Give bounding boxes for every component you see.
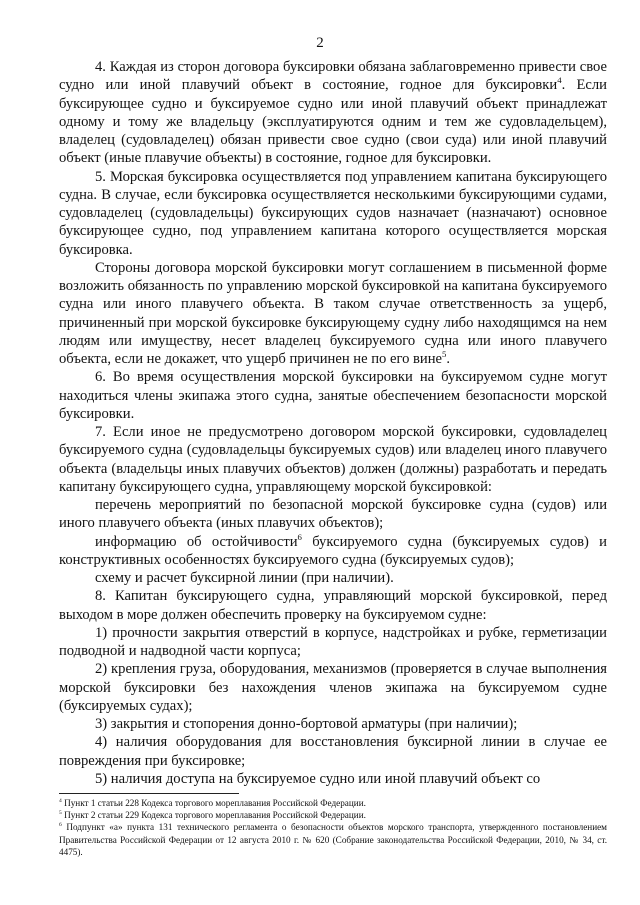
footnote-ref-5: 5: [442, 349, 447, 360]
paragraph-7: 7. Если иное не предусмотрено договором морской буксировки, судовладелец буксируемого судна (судовладельцы буксируемых судов) или владелец иного плавучего объекта (владельцы иных плавучих объектов) должен (должны) разработать и передать капитану буксирующего судна, управляющему морской буксировкой:: [59, 424, 607, 495]
footnote-divider: [59, 793, 239, 794]
paragraph-4: 4. Каждая из сторон договора буксировки обязана заблаговременно привести свое судно или иной плавучий объект в состояние, годное для буксировки$^4$. Если буксирующее судно и буксируемое судно или иной плавучий объект принадлежат одному и тому же владельцу (эксплуатируются одним и тем же судовладельцем), владелец (судовладелец) обязан привести свое судно (свои суда) или иной плавучий объект (иные плавучие объекты) в состояние, годное для буксировки.: [59, 59, 607, 167]
paragraph-6: 6. Во время осуществления морской буксировки на буксируемом судне могут находиться члены экипажа этого судна, занятые обеспечением безопасности морской буксировки.: [59, 369, 607, 422]
footnotes: [59, 797, 607, 858]
list-item-measures: перечень мероприятий по безопасной морской буксировке судна (судов) или иного плавучего объекта (иных плавучих объектов);: [59, 497, 607, 532]
paragraph-8: 8. Капитан буксирующего судна, управляющий морской буксировкой, перед выходом в море должен обеспечить проверку на буксируемом судне:: [59, 588, 607, 623]
check-item-1: 1) прочности закрытия отверстий в корпусе, надстройках и рубке, герметизации подводной и надводной части корпуса;: [59, 624, 607, 659]
page-number: 2: [316, 35, 324, 51]
check-item-2: 2) крепления груза, оборудования, механизмов (проверяется в случае выполнения морской буксировки без нахождения членов экипажа на буксируемом судне (буксируемых судах);: [59, 661, 607, 714]
footnote-4: $^4$ Пункт 1 статьи 228 Кодекса торгового мореплавания Российской Федерации.: [59, 797, 366, 808]
check-item-5: 5) наличия доступа на буксируемое судно или иной плавучий объект со: [95, 770, 541, 787]
check-item-3: 3) закрытия и стопорения донно-бортовой арматуры (при наличии);: [95, 716, 518, 732]
list-item-towline-scheme: схему и расчет буксирной линии (при наличии).: [95, 570, 394, 586]
paragraph-5: 5. Морская буксировка осуществляется под управлением капитана буксирующего судна. В случае, если буксировка осуществляется несколькими буксирующими судами, судовладелец (судовладельцы) буксирующих судов назначает (назначают) основное буксирующее судно, под управлением капитана которого осуществляется морская буксировка.: [59, 168, 607, 258]
paragraph-5-agreement: Стороны договора морской буксировки могут соглашением в письменной форме возложить обязанность по управлению морской буксировкой на капитана буксируемого судна или иного плавучего объекта. В таком случае ответственность за ущерб, причиненный при морской буксировке буксирующему судну либо находящимся на нем людям или имуществу, несет владелец буксируемого судна или иного плавучего объекта, если не докажет, что ущерб причинен не по его вине$^5$.: [59, 259, 607, 367]
footnote-5: $^5$ Пункт 2 статьи 229 Кодекса торгового мореплавания Российской Федерации.: [59, 810, 366, 821]
footnote-6: $^6$ Подпункт «а» пункта 131 технического регламента о безопасности объектов морского транспорта, утвержденного постановлением Правительства Российской Федерации от 12 августа 2010 г. № 620 (Собрание законодательства Российской Федерации, 2010, № 34, ст. 4475).: [59, 822, 607, 857]
footnote-ref-4: 4: [557, 75, 562, 86]
body-text: [59, 58, 607, 788]
check-item-4: 4) наличия оборудования для восстановления буксирной линии в случае ее повреждения при буксировке;: [59, 734, 607, 769]
footnote-ref-6: 6: [297, 531, 302, 542]
list-item-stability: информацию об остойчивости$^6$ буксируемого судна (буксируемых судов) и конструктивных особенностях буксируемого судна (буксируемых судов);: [59, 531, 607, 568]
